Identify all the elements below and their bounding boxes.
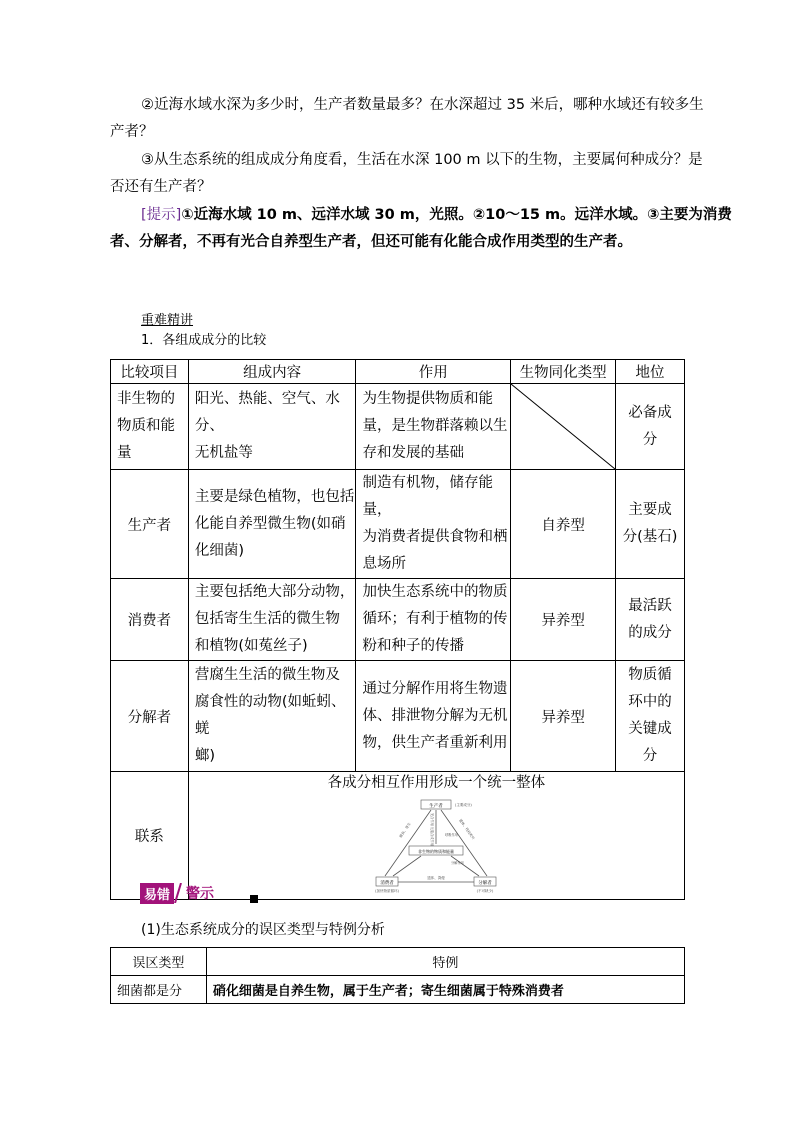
- link-text: 各成分相互作用形成一个统一整体: [327, 775, 546, 791]
- section-tag: 重难精讲: [141, 313, 194, 328]
- left-edge-label: 捕食、寄生: [398, 821, 413, 839]
- row-role-line: 通过分解作用将生物遗: [362, 680, 508, 697]
- row-status-line: 最活跃: [628, 597, 672, 614]
- row-item: [111, 384, 189, 470]
- row-content: [188, 384, 356, 470]
- row-item-line: 物质和能: [117, 418, 175, 434]
- row-content-line: 无机盐等: [194, 445, 253, 461]
- row-role-line: 量，是生物群落赖以生: [362, 418, 508, 434]
- question-2-line-2: 产者？: [110, 124, 154, 140]
- right-edge-label: 遗体、残枝败叶: [458, 818, 476, 841]
- abiotic-label: 非生物的物质和能量: [418, 849, 455, 854]
- ecosystem-diagram: [371, 798, 501, 894]
- table2-header-example: 特例: [206, 948, 684, 976]
- comparison-table: [110, 359, 685, 900]
- row-role-line: 循环；有利于植物的传: [362, 611, 508, 627]
- warning-label-b: 警示: [186, 886, 215, 902]
- consumer-label: 消费者: [380, 881, 395, 886]
- center-right-label: 呼吸作用: [445, 833, 459, 837]
- hint-text: ①近海水域 10 m、远洋水域 30 m，光照。②10～15 m。远洋水域。③主要为消费: [181, 207, 732, 223]
- table-row: [111, 384, 685, 470]
- row-status-line: 分: [642, 431, 658, 448]
- row-role-line: 粉和种子的传播: [362, 638, 464, 654]
- section-title: 1．各组成成分的比较: [141, 333, 267, 348]
- row-role-line: 为生物提供物质和能: [362, 391, 493, 407]
- row-type: 异养型: [511, 661, 616, 772]
- hint-label: [提示]: [141, 207, 182, 223]
- row-content-line: 化细菌): [194, 542, 244, 559]
- question-3-line-1: ③从生态系统的组成成分角度看，生活在水深 100 m 以下的生物，主要属何种成分？是: [141, 152, 703, 168]
- center-bottom-label: 分解作用: [451, 861, 465, 865]
- row-content-line: 包括寄生生活的微生物: [194, 611, 340, 627]
- row-status: [616, 661, 685, 772]
- producer-sub: (主要成分): [455, 803, 473, 807]
- misconception-table: [110, 947, 685, 1004]
- row-content: [188, 470, 356, 579]
- row-role-line: 加快生态系统中的物质: [362, 584, 508, 600]
- center-up-label: 光合作用 化能合成作用: [430, 813, 435, 846]
- header-type: 生物同化类型: [511, 360, 616, 384]
- row-status-line: 的成分: [628, 624, 672, 641]
- row-role-line: 为消费者提供食物和栖: [362, 529, 508, 545]
- consumer-sub: (加快物质循环): [375, 889, 400, 893]
- row-item-line: 非生物的: [117, 391, 175, 407]
- square-bullet-icon: [250, 895, 258, 903]
- table2-header-row: [111, 948, 685, 976]
- row-status: [616, 384, 685, 470]
- table2-example: 硝化细菌是自养生物，属于生产者；寄生细菌属于特殊消费者: [206, 976, 684, 1004]
- header-status: 地位: [616, 360, 685, 384]
- table2-type: 细菌都是分: [111, 976, 207, 1004]
- header-item: 比较项目: [111, 360, 189, 384]
- table-row: [111, 579, 685, 661]
- row-item-line: 量: [117, 445, 132, 461]
- row-role-line: 存和发展的基础: [362, 445, 464, 461]
- row-item: 消费者: [111, 579, 189, 661]
- table-row-link: [111, 772, 685, 900]
- subsection-title: (1)生态系统成分的误区类型与特例分析: [141, 922, 385, 938]
- row-status-line: 主要成: [628, 502, 672, 518]
- row-role-line: 息场所: [362, 556, 406, 572]
- table-row: [111, 470, 685, 579]
- row-content-line: 主要是绿色植物，也包括: [194, 488, 355, 505]
- row-content-line: 化能自养型微生物(如硝: [194, 515, 346, 532]
- link-label: 联系: [111, 772, 189, 900]
- row-role: [356, 470, 511, 579]
- table-header-row: [111, 360, 685, 384]
- producer-label: 生产者: [429, 804, 444, 809]
- row-status: [616, 470, 685, 579]
- link-cell: [188, 772, 684, 900]
- table-row: [111, 976, 685, 1004]
- row-role: [356, 384, 511, 470]
- table2-header-type: 误区类型: [111, 948, 207, 976]
- row-status-line: 物质循: [628, 667, 672, 683]
- row-content-line: 阳光、热能、空气、水分、: [194, 391, 340, 434]
- bottom-edge-label: 遗体、粪便: [427, 876, 446, 880]
- decomposer-label: 分解者: [478, 881, 493, 886]
- row-content-line: 螂): [194, 748, 215, 764]
- row-content: [188, 579, 356, 661]
- hint-line-1: [141, 205, 732, 225]
- warning-label-a: 易错: [140, 883, 174, 904]
- row-content: [188, 661, 356, 772]
- header-content: 组成内容: [188, 360, 356, 384]
- row-type-empty: [511, 384, 616, 470]
- row-role: [356, 579, 511, 661]
- row-content-line: 腐食性的动物(如蚯蚓、蜣: [194, 694, 346, 737]
- row-item: 生产者: [111, 470, 189, 579]
- row-status-line: 分(基石): [622, 529, 678, 545]
- row-role-line: 体、排泄物分解为无机: [362, 707, 508, 724]
- row-status: [616, 579, 685, 661]
- row-role-line: 制造有机物，储存能量，: [362, 475, 493, 518]
- question-3-line-2: 否还有生产者？: [110, 179, 212, 195]
- row-item: 分解者: [111, 661, 189, 772]
- row-role-line: 物，供生产者重新利用: [362, 734, 508, 751]
- decomposer-sub: (不可缺少): [477, 889, 494, 893]
- hint-line-2: 者、分解者，不再有光合自养型生产者，但还可能有化能合成作用类型的生产者。: [110, 234, 632, 250]
- warning-heading: [140, 883, 214, 903]
- row-status-line: 关键成: [628, 721, 672, 737]
- row-status-line: 分: [642, 748, 658, 764]
- question-2-line-1: ②近海水域水深为多少时，生产者数量最多？在水深超过 35 米后，哪种水域还有较多生: [141, 97, 704, 113]
- row-content-line: 和植物(如菟丝子): [194, 638, 308, 654]
- row-type: 自养型: [511, 470, 616, 579]
- row-content-line: 主要包括绝大部分动物，: [194, 584, 355, 600]
- row-content-line: 营腐生生活的微生物及: [194, 667, 340, 683]
- header-role: 作用: [356, 360, 511, 384]
- warning-slash: [174, 883, 182, 903]
- diagonal-slash: [511, 384, 615, 469]
- row-type: 异养型: [511, 579, 616, 661]
- row-status-line: 必备成: [628, 404, 672, 421]
- row-status-line: 环中的: [628, 694, 672, 710]
- table-row: [111, 661, 685, 772]
- row-role: [356, 661, 511, 772]
